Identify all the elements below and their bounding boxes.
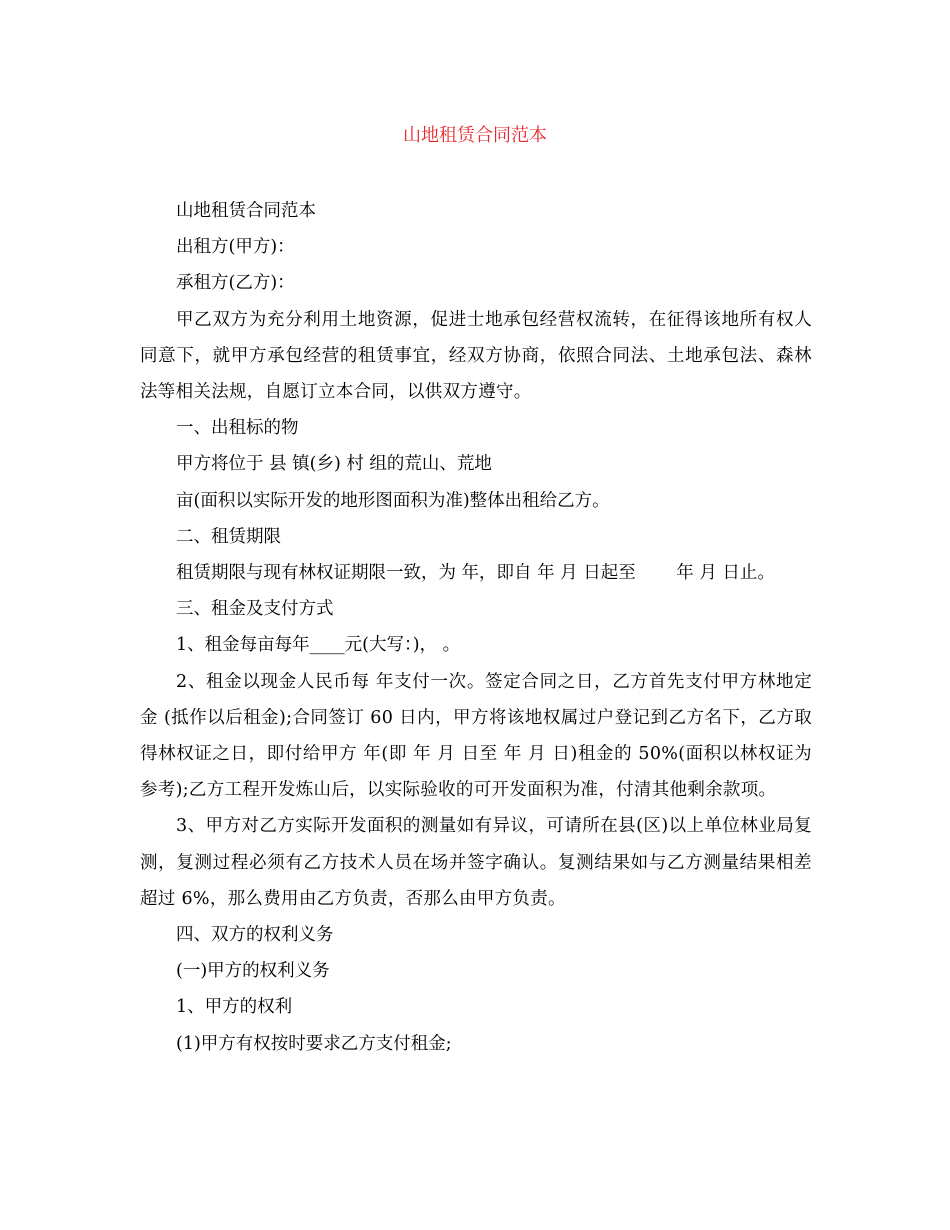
- paragraph-rent-payment: 2、租金以现金人民币每 年支付一次。签定合同之日，乙方首先支付甲方林地定金 (抵作以后租金);合同签订 60 日内，甲方将该地权属过户登记到乙方名下，乙方取得林权证之日，即付给甲方 年(即 年 月 日至 年 月 日)租金的 50%(面积以林权证为参考);乙方工程开发炼山后，以实际验收的可开发面积为准，付清其他剩余款项。: [140, 671, 812, 801]
- section-heading-3: 三、租金及支付方式: [176, 599, 334, 620]
- paragraph-term: 租赁期限与现有林权证期限一致，为 年，即自 年 月 日起至 年 月 日止。: [176, 563, 775, 584]
- document-title: 山地租赁合同范本: [403, 125, 547, 146]
- paragraph-rent-amount: 1、租金每亩每年____元(大写：)， 。: [176, 635, 461, 656]
- paragraph-preamble: 甲乙双方为充分利用土地资源，促进士地承包经营权流转，在征得该地所有权人同意下，就甲方承包经营的租赁事宜，经双方协商，依照合同法、土地承包法、森林法等相关法规，自愿订立本合同，以供双方遵守。: [140, 309, 812, 403]
- subsection-heading-party-a: (一)甲方的权利义务: [176, 961, 330, 982]
- paragraph-remeasure: 3、甲方对乙方实际开发面积的测量如有异议，可请所在县(区)以上单位林业局复测，复测过程必须有乙方技术人员在场并签字确认。复测结果如与乙方测量结果相差超过 6%，那么费用由乙方负责，否那么由甲方负责。: [140, 816, 812, 909]
- section-heading-2: 二、租赁期限: [176, 526, 281, 547]
- document-body: [140, 193, 812, 1062]
- paragraph-lessor: 出租方(甲方)：: [176, 237, 295, 258]
- list-item: (1)甲方有权按时要求乙方支付租金;: [176, 1033, 452, 1054]
- paragraph-lessee: 承租方(乙方)：: [176, 273, 295, 294]
- item-heading-party-a-rights: 1、甲方的权利: [176, 997, 293, 1018]
- section-heading-4: 四、双方的权利义务: [176, 925, 334, 946]
- section-heading-1: 一、出租标的物: [176, 418, 299, 439]
- paragraph-heading: 山地租赁合同范本: [176, 201, 316, 221]
- paragraph-area: 亩(面积以实际开发的地形图面积为准)整体出租给乙方。: [176, 490, 610, 511]
- paragraph-location: 甲方将位于 县 镇(乡) 村 组的荒山、荒地: [176, 454, 492, 475]
